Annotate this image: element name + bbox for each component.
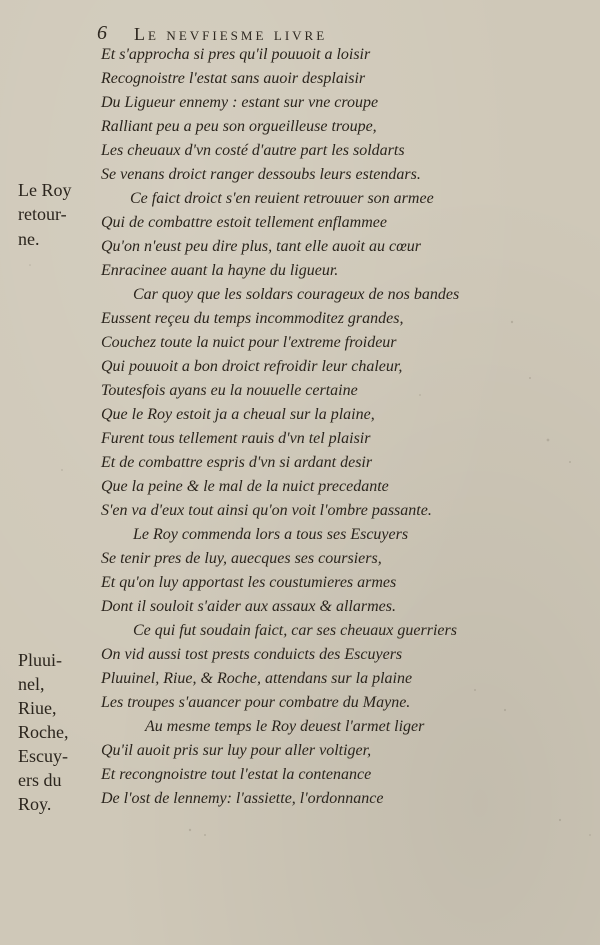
margin-note-line: Riue, [18,698,57,718]
verse-line: Au mesme temps le Roy deuest l'armet liger [145,718,425,735]
verse-line: Et recongnoistre tout l'estat la contenance [101,766,372,783]
margin-note-line: retour- [18,204,67,224]
verse-line: Furent tous tellement rauis d'vn tel plaisir [101,430,371,447]
verse-line: Se tenir pres de luy, auecques ses coursiers, [101,550,382,567]
verse-line: Que le Roy estoit ja a cheual sur la plaine, [101,406,375,423]
verse-line: Et s'approcha si pres qu'il pouuoit a loisir [101,46,371,63]
margin-note-line: Pluui- [18,650,63,670]
verse-line: Les troupes s'auancer pour combatre du Mayne. [101,694,411,711]
verse-line: Le Roy commenda lors a tous ses Escuyers [133,526,409,543]
verse-line: Qu'on n'eust peu dire plus, tant elle auoit au cœur [101,238,421,255]
verse-line: Qui de combattre estoit tellement enflammee [101,214,387,231]
verse-line: Et qu'on luy apportast les coustumieres armes [101,574,397,591]
verse-line: Toutesfois ayans eu la nouuelle certaine [101,382,358,399]
verse-line: Les cheuaux d'vn costé d'autre part les soldarts [101,142,405,159]
verse-line: Du Ligueur ennemy : estant sur vne croupe [101,94,379,111]
margin-notes [0,0,100,945]
margin-note-line: ne. [18,229,40,249]
verse-line: Ce faict droict s'en reuient retrouuer son armee [130,190,434,207]
margin-note-line: nel, [18,674,45,694]
verse-line: De l'ost de lennemy: l'assiette, l'ordonnance [101,790,384,807]
margin-note-line: Le Roy [18,180,72,200]
verse-line: Qu'il auoit pris sur luy pour aller voltiger, [101,742,372,759]
verse-line: Se venans droict ranger dessoubs leurs estendars. [101,166,421,183]
verse-line: Pluuinel, Riue, & Roche, attendans sur la plaine [101,670,413,687]
margin-note-line: ers du [18,770,62,790]
verse-line: Ralliant peu a peu son orgueilleuse troupe, [101,118,377,135]
verse-line: Car quoy que les soldars courageux de nos bandes [133,286,460,303]
verse-line: Et de combattre espris d'vn si ardant desir [101,454,373,471]
verse-line: On vid aussi tost prests conduicts des Escuyers [101,646,403,663]
verse-line: Dont il souloit s'aider aux assaux & allarmes. [101,598,396,615]
margin-note-line: Roy. [18,794,52,814]
verse-line: S'en va d'eux tout ainsi qu'on voit l'ombre passante. [101,502,432,519]
verse-line: Que la peine & le mal de la nuict precedante [101,478,389,495]
verse-line: Eussent reçeu du temps incommoditez grandes, [101,310,404,327]
verse-line: Couchez toute la nuict pour l'extreme froideur [101,334,397,351]
page-number: 6 [97,22,107,44]
verse-line: Enracinee auant la hayne du ligueur. [101,262,339,279]
verse-line: Qui pouuoit a bon droict refroidir leur chaleur, [101,358,403,375]
margin-note-line: Roche, [18,722,69,742]
verse-line: Ce qui fut soudain faict, car ses cheuaux guerriers [133,622,457,639]
running-head: Le nevfiesme livre [134,24,328,44]
verse-line: Recognoistre l'estat sans auoir desplaisir [101,70,366,87]
margin-note-line: Escuy- [18,746,68,766]
